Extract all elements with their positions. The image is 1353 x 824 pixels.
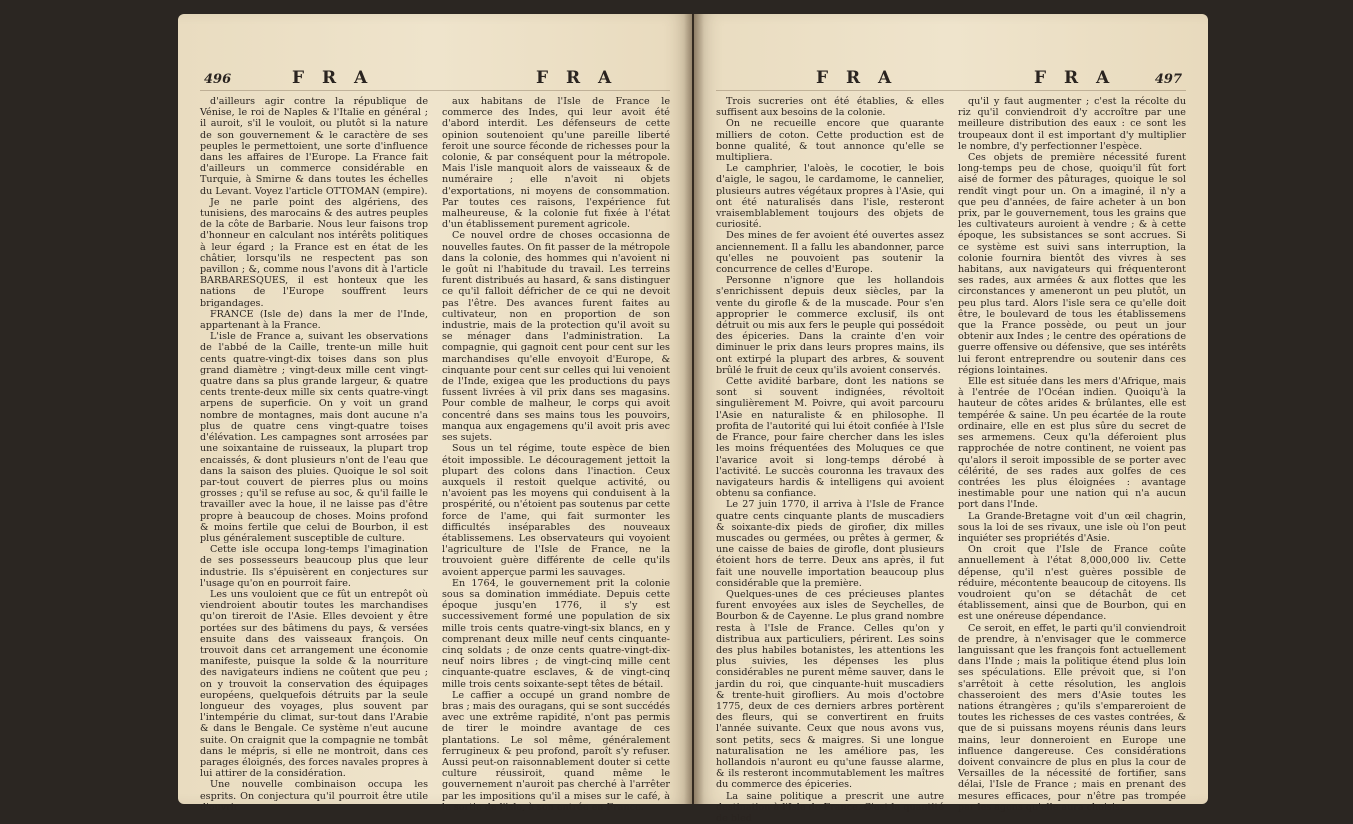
paragraph: aux habitans de l'Isle de France le commerce des Indes, qui leur avoit été d'abord interdit. Les défenseurs de cette opinion soutenoient qu'une pareille liberté feroit une source féconde de richesses pour la colonie, & par conséquent pour la métropole. Mais l'isle manquoit alors de vaisseaux & de numéraire ; elle n'avoit ni objets d'exportations, ni moyens de consommation. Par toutes ces raisons, l'expérience fut malheureuse, & la colonie fut fixée à l'état d'un établissement purement agricole. <box>442 96 670 231</box>
page-number: 496 <box>204 72 232 87</box>
header-rule <box>200 90 670 91</box>
running-head-right: F R A <box>536 68 618 88</box>
paragraph: Cette isle occupa long-temps l'imagination de ses possesseurs beaucoup plus que leur industrie. Ils s'épuisèrent en conjectures sur l'usage qu'on en pourroit faire. <box>200 544 428 589</box>
text-column-2 <box>442 96 671 813</box>
paragraph: On croit que l'Isle de France coûte annuellement à l'état 8,000,000 liv. Cette dépense, qu'il n'est guères possible de réduire, mécontente beaucoup de citoyens. Ils voudroient qu'on se détachât de cet établissement, ainsi que de Bourbon, qui en est une onéreuse dépendance. <box>958 544 1186 623</box>
left-page <box>178 14 692 813</box>
paragraph: Ce nouvel ordre de choses occasionna de nouvelles fautes. On fit passer de la métropole dans la colonie, des hommes qui n'avoient ni le goût ni l'habitude du travail. Les terreins furent distribués au hasard, & sans distinguer ce qu'il falloit défricher de ce qui ne devoit pas l'être. Des avances furent faites au cultivateur, non en proportion de son industrie, mais de la protection qu'il avoit su se ménager dans l'administration. La compagnie, qui gagnoit cent pour cent sur les marchandises qu'elle envoyoit d'Europe, & cinquante pour cent sur celles qui lui venoient de l'Inde, exigea que les productions du pays fussent livrées à vil prix dans ses magasins. Pour comble de malheur, le corps qui avoit concentré dans ses mains tous les pouvoirs, manqua aux engagemens qu'il avoit pris avec ses sujets. <box>442 230 670 444</box>
left-page-columns <box>200 96 671 813</box>
paragraph: Quelques-unes de ces précieuses plantes furent envoyées aux isles de Seychelles, de Bourbon & de Cayenne. Le plus grand nombre resta à l'Isle de France. Celles qu'on y distribua aux particuliers, périrent. Les soins des plus habiles botanistes, les attentions les plus suivies, les dépenses les plus considérables ne purent même sauver, dans le jardin du roi, que cinquante-huit muscadiers & trente-huit girofliers. Au mois d'octobre 1775, deux de ces derniers arbres portèrent des fleurs, qui se convertirent en fruits l'année suivante. Ceux que nous avons vus, sont petits, secs & maigres. Si une longue naturalisation ne les améliore pas, les hollandois n'auront eu qu'une fausse alarme, & ils resteront incommutablement les maîtres du commerce des épiceries. <box>716 588 944 791</box>
paragraph: La saine politique a prescrit une autre destination à l'Isle de France. C'est la quantité de bled <box>716 790 944 824</box>
paragraph: Personne n'ignore que les hollandois s'enrichissent depuis deux siècles, par la vente du girofle & de la muscade. Pour s'en approprier le commerce exclusif, ils ont détruit ou mis aux fers le peuple qui possédoit des épiceries. Dans la crainte d'en voir diminuer le prix dans leurs propres mains, ils ont extirpé la plupart des arbres, & souvent brûlé le fruit de ceux qu'ils avoient conservés. <box>716 275 944 376</box>
running-head-left: F R A <box>292 68 374 88</box>
paragraph: La Grande-Bretagne voit d'un œil chagrin, sous la loi de ses rivaux, une isle où l'on peut inquiéter ses propriétés d'Asie. <box>958 510 1186 544</box>
paragraph: En 1764, le gouvernement prit la colonie sous sa domination immédiate. Depuis cette époque jusqu'en 1776, il s'y est successivement formé une population de six mille trois cents quatre-vingt-six blancs, en y comprenant deux mille neuf cents cinquante-cinq soldats ; de onze cents quatre-vingt-dix-neuf noirs libres ; de vingt-cinq mille cent cinquante-quatre esclaves, & de vingt-cinq mille trois cents soixante-sept têtes de bétail. <box>442 577 670 690</box>
paragraph: Cette avidité barbare, dont les nations se sont si souvent indignées, révoltoit singulièrement M. Poivre, qui avoit parcouru l'Asie en naturaliste & en philosophe. Il profita de l'autorité qui lui étoit confiée à l'Isle de France, pour faire chercher dans les isles les moins fréquentées des Moluques ce que l'avarice avoit si long-temps dérobé à l'activité. Le succès couronna les travaux des navigateurs hardis & intelligens qui avoient obtenu sa confiance. <box>716 376 944 500</box>
paragraph: FRANCE (Isle de) dans la mer de l'Inde, appartenant à la France. <box>200 308 428 332</box>
paragraph: Le 27 juin 1770, il arriva à l'Isle de France quatre cents cinquante plants de muscadiers & soixante-dix pieds de girofier, dix milles muscades ou germées, ou prêtes à germer, & une caisse de baies de girofle, dont plusieurs étoient hors de terre. Deux ans après, il fut fait une nouvelle importation beaucoup plus considérable que la première. <box>716 499 944 589</box>
text-column-1 <box>716 96 944 824</box>
paragraph: Je ne parle point des algériens, des tunisiens, des marocains & des autres peuples de la côte de Barbarie. Nous leur faisons trop d'honneur en calculant nos intérêts politiques à leur égard ; la France est en état de les châtier, lorsqu'ils ne respectent pas son pavillon ; &, comme nous l'avons dit à l'article BARBARESQUES, il est honteux que les nations de l'Europe souffrent leurs brigandages. <box>200 196 428 309</box>
running-head-right: F R A <box>1034 68 1116 88</box>
paragraph: Le camphrier, l'aloès, le cocotier, le bois d'aigle, le sagou, le cardamome, le cannelier, plusieurs autres végétaux propres à l'Asie, qui ont été naturalisés dans l'isle, resteront vraisemblablement toujours des objets de curiosité. <box>716 163 944 231</box>
paragraph: L'isle de France a, suivant les observations de l'abbé de la Caille, trente-un mille huit cents quatre-vingt-dix toises dans son plus grand diamètre ; vingt-deux mille cent vingt-quatre dans sa plus grande largeur, & quatre cents trente-deux mille six cents quatre-vingt arpens de superficie. On y voit un grand nombre de montagnes, mais dont aucune n'a plus de quatre cens vingt-quatre toises d'élévation. Les campagnes sont arrosées par une soixantaine de ruisseaux, la plupart trop encaissés, & dont plusieurs n'ont de l'eau que dans la saison des pluies. Quoique le sol soit par-tout couvert de pierres plus ou moins grosses ; qu'il se refuse au soc, & qu'il faille le travailler avec la houe, il ne laisse pas d'être propre à beaucoup de choses. Moins profond & moins fertile que celui de Bourbon, il est plus généralement susceptible de culture. <box>200 331 428 544</box>
paragraph: qu'il y faut augmenter ; c'est la récolte du riz qu'il conviendroit d'y accroître par une meilleure distribution des eaux : ce sont les troupeaux dont il est important d'y multiplier le nombre, d'y perfectionner l'espèce. <box>958 96 1186 152</box>
paragraph: Une nouvelle combinaison occupa les esprits. On conjectura qu'il pourroit être utile d'ouvrir <box>200 779 428 813</box>
paragraph: Trois sucreries ont été établies, & elles suffisent aux besoins de la colonie. <box>716 96 944 119</box>
header-rule <box>716 90 1186 91</box>
text-column-2 <box>958 96 1186 813</box>
book-gutter <box>684 14 704 804</box>
right-page-columns <box>716 96 1186 824</box>
paragraph: d'ailleurs agir contre la république de Vénise, le roi de Naples & l'Italie en général ; il auroit, s'il le vouloit, ou plutôt si la nature de son gouvernement & le caractère de ses peuples le permettoient, une sorte d'influence dans les affaires de l'Europe. La France fait d'ailleurs un commerce considérable en Turquie, à Smirne & dans toutes les échelles du Levant. Voyez l'article OTTOMAN (empire). <box>200 96 428 197</box>
left-page-header <box>200 66 670 94</box>
right-page <box>694 14 1208 824</box>
page-number: 497 <box>1154 72 1182 87</box>
paragraph: Sous un tel régime, toute espèce de bien étoit impossible. Le découragement jettoit la plupart des colons dans l'inaction. Ceux auxquels il restoit quelque activité, ou n'avoient pas les moyens qui conduisent à la prospérité, ou n'étoient pas soutenus par cette force de l'ame, qui fait surmonter les difficultés inséparables des nouveaux établissemens. Les observateurs qui voyoient l'agriculture de l'Isle de France, ne la trouvoient guère différente de celle qu'ils avoient apperçue parmi les sauvages. <box>442 443 671 578</box>
paragraph: Elle est située dans les mers d'Afrique, mais à l'entrée de l'Océan indien. Quoiqu'à la hauteur de côtes arides & brûlantes, elle est tempérée & saine. Un peu écartée de la route ordinaire, elle en est plus sûre du secret de ses armemens. Ceux qu'la déferoient plus rapprochée de notre continent, ne voient pas qu'alors il seroit impossible de se porter avec célérité, de ses rades aux golfes de ces contrées les plus éloignées : avantage inestimable pour une nation qui n'a aucun port dans l'Inde. <box>958 376 1186 511</box>
paragraph: Le caffier a occupé un grand nombre de bras ; mais des ouragans, qui se sont succédés avec une extrême rapidité, n'ont pas permis de tirer le moindre avantage de ces plantations. Le sol même, généralement ferrugineux & peu profond, paroît s'y refuser. Aussi peut-on raisonnablement douter si cette culture réussiroit, quand même le gouvernement n'auroit pas cherché à l'arrêter par les impositions qu'il a mises sur le café, à la sortie de l'isle, à son entrée en France. <box>442 689 670 813</box>
paragraph: Ce seroit, en effet, le parti qu'il conviendroit de prendre, à n'envisager que le commerce languissant que les françois font actuellement dans l'Inde ; mais la politique étend plus loin ses spéculations. Elle prévoit que, si l'on s'arrêtoit à cette résolution, les anglois chasseroient des mers d'Asie toutes les nations étrangères ; qu'ils s'empareroient de toutes les richesses de ces vastes contrées, & que de si puissans moyens réunis dans leurs mains, leur donneroient en Europe une influence dangereuse. Ces considérations doivent convaincre de plus en plus la cour de Versailles de la nécessité de fortifier, sans délai, l'Isle de France ; mais en prenant des mesures efficaces, pour n'être pas trompée par les agens qu'elle aura choisis. <box>958 622 1186 813</box>
paragraph: Les uns vouloient que ce fût un entrepôt où viendroient aboutir toutes les marchandises qu'on tireroit de l'Asie. Elles devoient y être portées sur des bâtimens du pays, & versées ensuite dans des vaisseaux françois. On trouvoit dans cet arrangement une économie manifeste, puisque la solde & la nourriture des navigateurs indiens ne coûtent que peu ; on y trouvoit la conservation des équipages européens, quelquefois détruits par la seule longueur des voyages, plus souvent par l'intempérie du climat, sur-tout dans l'Arabie & dans le Bengale. Ce système n'eut aucune suite. On craignit que la compagnie ne tombât dans le mépris, si elle ne montroit, dans ces parages éloignés, des forces navales propres à lui attirer de la considération. <box>200 588 428 780</box>
paragraph: Des mines de fer avoient été ouvertes assez anciennement. Il a fallu les abandonner, parce qu'elles ne pouvoient pas soutenir la concurrence de celles d'Europe. <box>716 230 944 276</box>
paragraph: Ces objets de première nécessité furent long-temps peu de chose, quoiqu'il fût fort aisé de former des pâturages, quoique le sol rendît vingt pour un. On a imaginé, il n'y a que peu d'années, de faire acheter à un bon prix, par le gouvernement, tous les grains que les cultivateurs auroient à vendre ; & à cette époque, les subsistances se sont accrues. Si ce système est suivi sans interruption, la colonie fournira bientôt des vivres à ses habitans, aux navigateurs qui fréquenteront ses rades, aux armées & aux flottes que les circonstances y ameneront un peu plutôt, un peu plus tard. Alors l'isle sera ce qu'elle doit être, le boulevard de tous les établissemens que la France possède, ou peut un jour obtenir aux Indes ; le centre des opérations de guerre offensive ou défensive, que ses intérêts lui feront entreprendre ou soutenir dans ces régions lointaines. <box>958 152 1186 376</box>
text-column-1 <box>200 96 428 813</box>
paragraph: On ne recueille encore que quarante milliers de coton. Cette production est de bonne qualité, & tout annonce qu'elle se multipliera. <box>716 118 944 164</box>
book-spread <box>178 14 1208 824</box>
right-page-header <box>716 66 1186 94</box>
running-head-left: F R A <box>816 68 898 88</box>
